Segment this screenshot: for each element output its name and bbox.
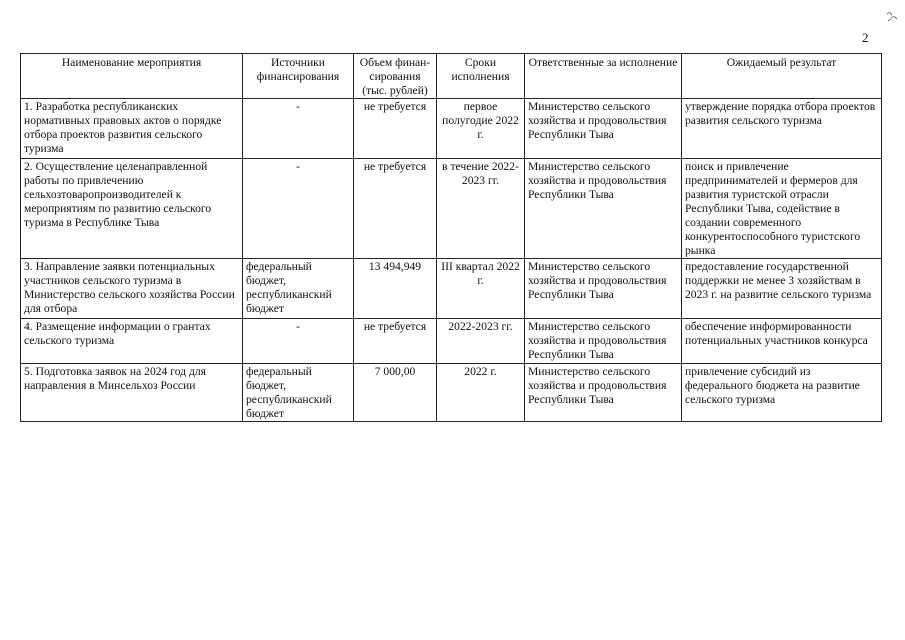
table-row — [21, 259, 882, 319]
table-row — [21, 159, 882, 259]
row-term: первое полугодие 2022 г. — [437, 99, 525, 159]
header-event: Наименование мероприятия — [21, 54, 243, 99]
page-number: 2 — [862, 30, 869, 45]
scan-mark-icon — [885, 10, 899, 24]
row-event: 5. Подготовка заявок на 2024 год для направления в Минсельхоз России — [21, 364, 243, 422]
row-event: 2. Осуществление целенаправленной работы по привлечению сельхозтоваропроизводителей к мероприятиям по развитию сельского туризма в Республике Тыва — [21, 159, 243, 259]
row-term: 2022-2023 гг. — [437, 319, 525, 364]
table-row — [21, 319, 882, 364]
row-responsible: Министерство сельского хозяйства и продовольствия Республики Тыва — [525, 99, 682, 159]
row-amount: 13 494,949 — [354, 259, 437, 319]
table-row — [21, 99, 882, 159]
action-plan-table — [20, 53, 882, 422]
row-source: федеральный бюджет, республиканский бюджет — [243, 259, 354, 319]
row-amount: 7 000,00 — [354, 364, 437, 422]
header-term: Сроки исполнения — [437, 54, 525, 99]
header-source: Источники финансирования — [243, 54, 354, 99]
row-responsible: Министерство сельского хозяйства и продовольствия Республики Тыва — [525, 364, 682, 422]
row-event: 3. Направление заявки потенциальных участников сельского туризма в Министерство сельского хозяйства России для отбора — [21, 259, 243, 319]
row-source: - — [243, 319, 354, 364]
row-event: 4. Размещение информации о грантах сельского туризма — [21, 319, 243, 364]
row-source: - — [243, 99, 354, 159]
row-source: федеральный бюджет, республиканский бюджет — [243, 364, 354, 422]
row-term: в течение 2022-2023 гг. — [437, 159, 525, 259]
row-result: привлечение субсидий из федерального бюджета на развитие сельского туризма — [682, 364, 882, 422]
row-responsible: Министерство сельского хозяйства и продовольствия Республики Тыва — [525, 259, 682, 319]
row-term: III квартал 2022 г. — [437, 259, 525, 319]
row-result: утверждение порядка отбора проектов развития сельского туризма — [682, 99, 882, 159]
row-term: 2022 г. — [437, 364, 525, 422]
row-amount: не требуется — [354, 99, 437, 159]
table-header-row — [21, 54, 882, 99]
row-result: предоставление государственной поддержки не менее 3 хозяйствам в 2023 г. на развитие сельского туризма — [682, 259, 882, 319]
row-responsible: Министерство сельского хозяйства и продовольствия Республики Тыва — [525, 319, 682, 364]
row-responsible: Министерство сельского хозяйства и продовольствия Республики Тыва — [525, 159, 682, 259]
row-amount: не требуется — [354, 319, 437, 364]
row-result: поиск и привлечение предпринимателей и фермеров для развития туристской отрасли Республики Тыва, содействие в создании современного конкурентоспособного туристского рынка — [682, 159, 882, 259]
row-result: обеспечение информированности потенциальных участников конкурса — [682, 319, 882, 364]
row-event: 1. Разработка республиканских нормативных правовых актов о порядке отбора проектов развития сельского туризма — [21, 99, 243, 159]
row-amount: не требуется — [354, 159, 437, 259]
header-result: Ожидаемый результат — [682, 54, 882, 99]
row-source: - — [243, 159, 354, 259]
header-amount: Объем финан-сирования (тыс. рублей) — [354, 54, 437, 99]
table-row — [21, 364, 882, 422]
header-responsible: Ответственные за исполнение — [525, 54, 682, 99]
